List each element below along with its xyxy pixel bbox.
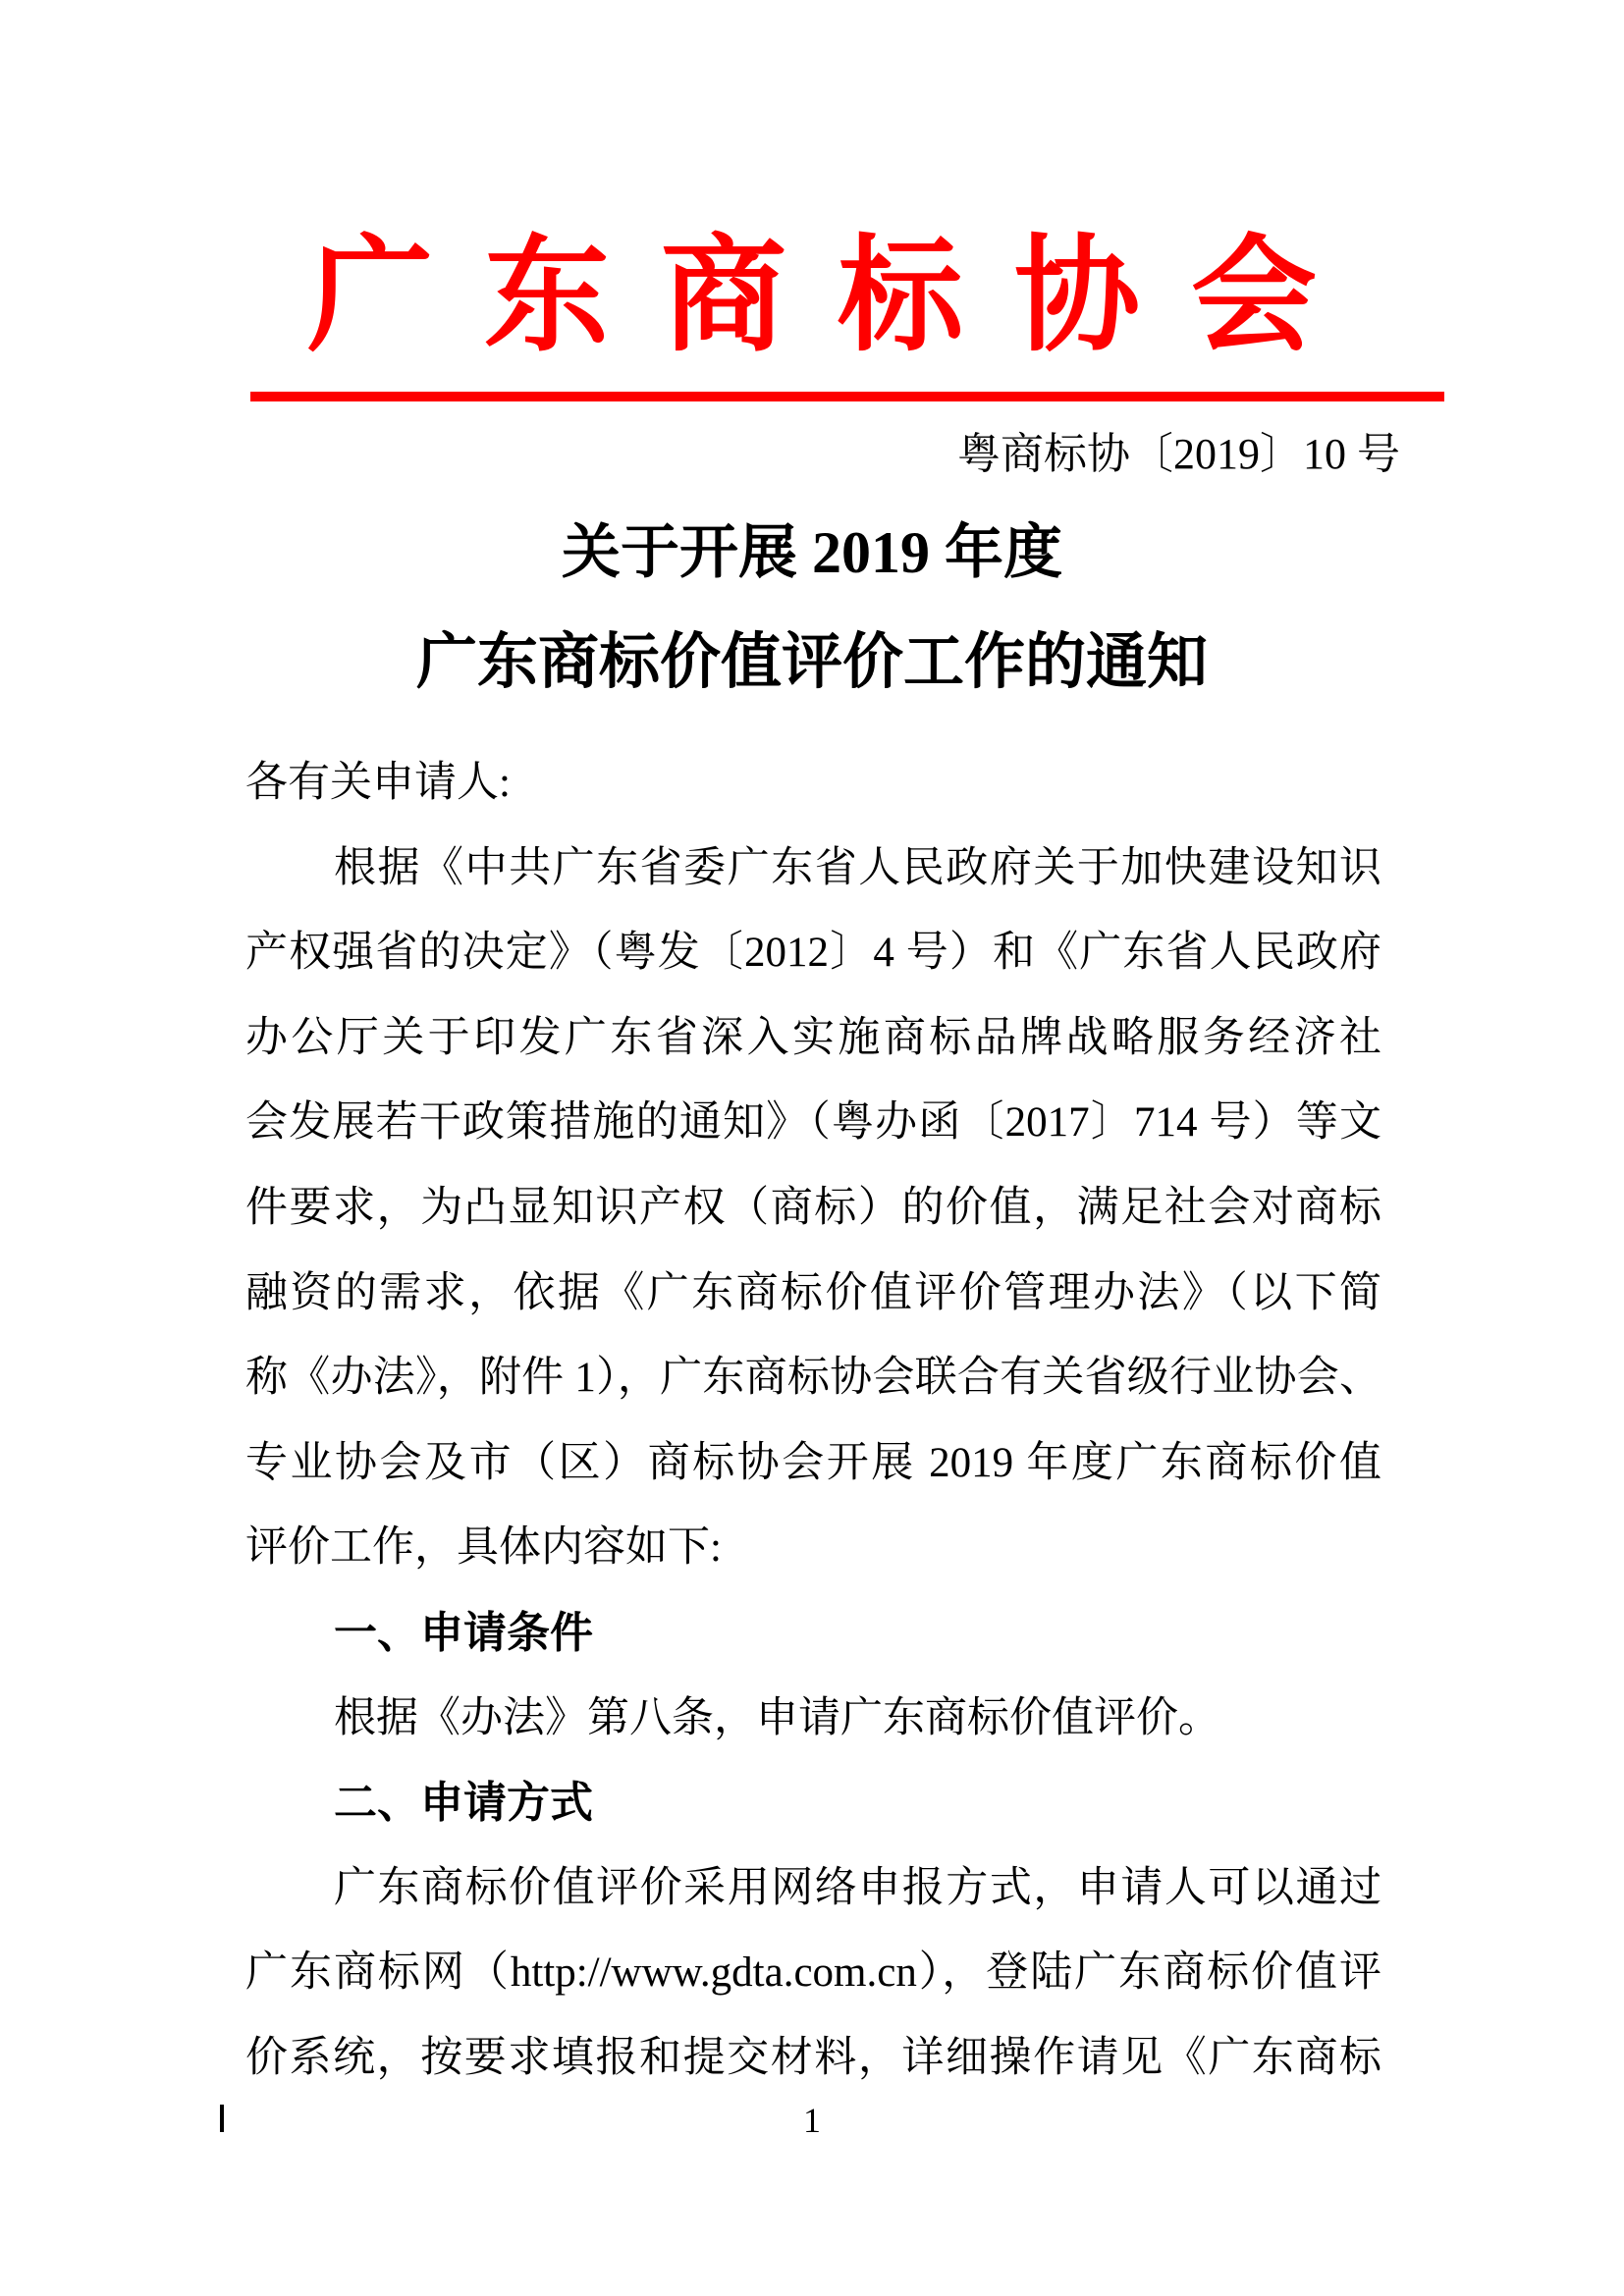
body-line: 各有关申请人:: [245, 760, 511, 806]
letterhead-org-name: 广东商标协会: [306, 227, 1368, 366]
body-line: 会发展若干政策措施的通知》（粤办函〔2017〕714 号）等文: [245, 1099, 1381, 1147]
document-title-line-1: 关于开展 2019 年度: [562, 520, 1062, 585]
body-line: 办公厅关于印发广东省深入实施商标品牌战略服务经济社: [245, 1014, 1381, 1061]
body-line: 根据《办法》第八条，申请广东商标价值评价。: [334, 1694, 1220, 1741]
document-number: 粤商标协〔2019〕10 号: [957, 430, 1400, 478]
margin-mark: [220, 2105, 224, 2132]
document-body: [245, 758, 1381, 2118]
body-line: 称《办法》，附件 1），广东商标协会联合有关省级行业协会、: [245, 1355, 1381, 1402]
page-number: 1: [803, 2101, 821, 2140]
body-line: 融资的需求，依据《广东商标价值评价管理办法》（以下简: [245, 1269, 1381, 1316]
body-line: 件要求，为凸显知识产权（商标）的价值，满足社会对商标: [245, 1184, 1381, 1231]
body-line: 广东商标网（http://www.gdta.com.cn），登陆广东商标价值评: [245, 1949, 1381, 1997]
body-line: 专业协会及市（区）商标协会开展 2019 年度广东商标价值: [245, 1439, 1381, 1486]
document-title-line-2: 广东商标价值评价工作的通知: [415, 629, 1208, 696]
body-line: 根据《中共广东省委广东省人民政府关于加快建设知识: [334, 844, 1381, 891]
body-line: 二、申请方式: [334, 1779, 593, 1828]
letterhead-red-rule: [250, 392, 1444, 401]
body-line: 评价工作，具体内容如下:: [245, 1524, 722, 1572]
body-line: 产权强省的决定》（粤发〔2012〕4 号）和《广东省人民政府: [245, 930, 1381, 977]
body-line: 广东商标价值评价采用网络申报方式，申请人可以通过: [334, 1864, 1381, 1911]
body-line: 一、申请条件: [334, 1608, 593, 1657]
body-line: 价系统，按要求填报和提交材料，详细操作请见《广东商标: [245, 2034, 1381, 2081]
